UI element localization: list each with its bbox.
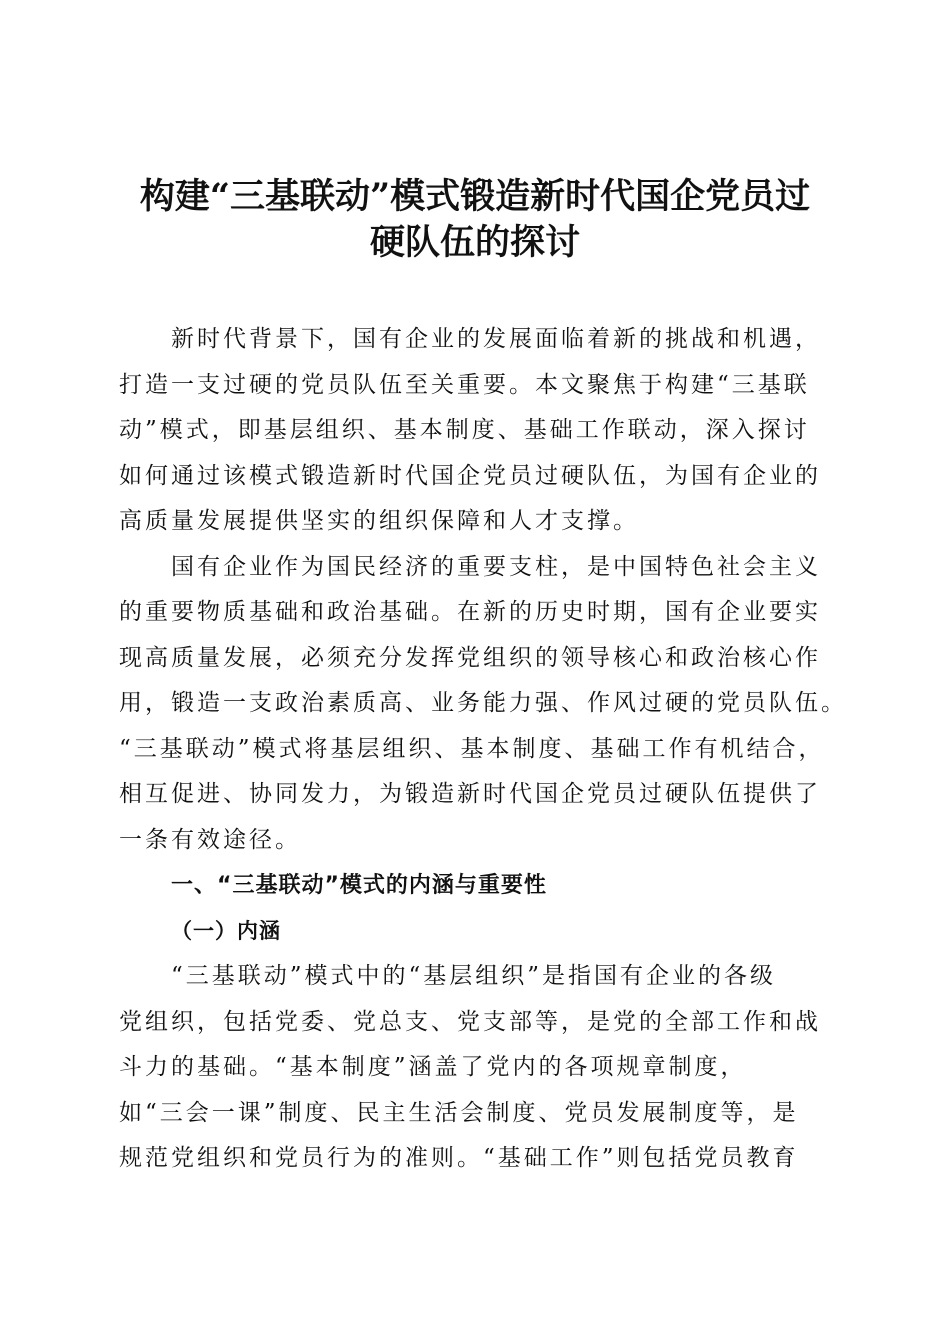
text-line: 的重要物质基础和政治基础。在新的历史时期，国有企业要实 — [119, 599, 821, 625]
document-body — [119, 317, 847, 1182]
text-line: “三基联动”模式中的“基层组织”是指国有企业的各级 — [171, 963, 777, 989]
text-line: 动”模式，即基层组织、基本制度、基础工作联动，深入探讨 — [119, 417, 810, 443]
document-title — [100, 174, 850, 266]
text-line: 相互促进、协同发力，为锻造新时代国企党员过硬队伍提供了 — [119, 781, 821, 807]
title-line: 硬队伍的探讨 — [369, 222, 580, 263]
subsection-heading: （一）内涵 — [171, 918, 281, 943]
text-line: 如“三会一课”制度、民主生活会制度、党员发展制度等，是 — [119, 1099, 799, 1126]
paragraph-background — [119, 545, 847, 864]
text-line: 用，锻造一支政治素质高、业务能力强、作风过硬的党员队伍。 — [119, 690, 847, 716]
text-line: “三基联动”模式将基层组织、基本制度、基础工作有机结合， — [119, 735, 825, 762]
text-line: 现高质量发展，必须充分发挥党组织的领导核心和政治核心作 — [119, 644, 821, 671]
text-line: 打造一支过硬的党员队伍至关重要。本文聚焦于构建“三基联 — [119, 371, 810, 398]
title-line: 构建“三基联动”模式锻造新时代国企党员过 — [139, 176, 811, 217]
text-line: 高质量发展提供坚实的组织保障和人才支撑。 — [119, 508, 639, 534]
text-line: 新时代背景下，国有企业的发展面临着新的挑战和机遇， — [171, 326, 821, 352]
paragraph-connotation — [119, 954, 831, 1182]
text-line: 党组织，包括党委、党总支、党支部等，是党的全部工作和战 — [119, 1008, 821, 1035]
text-line: 斗力的基础。“基本制度”涵盖了党内的各项规章制度， — [119, 1054, 747, 1080]
paragraph-intro — [119, 317, 831, 545]
section-heading: 一、“三基联动”模式的内涵与重要性 — [171, 873, 547, 898]
text-line: 规范党组织和党员行为的准则。“基础工作”则包括党员教育 — [119, 1145, 799, 1171]
text-line: 一条有效途径。 — [119, 826, 301, 853]
text-line: 如何通过该模式锻造新时代国企党员过硬队伍，为国有企业的 — [119, 462, 821, 489]
text-line: 国有企业作为国民经济的重要支柱，是中国特色社会主义 — [171, 553, 821, 580]
